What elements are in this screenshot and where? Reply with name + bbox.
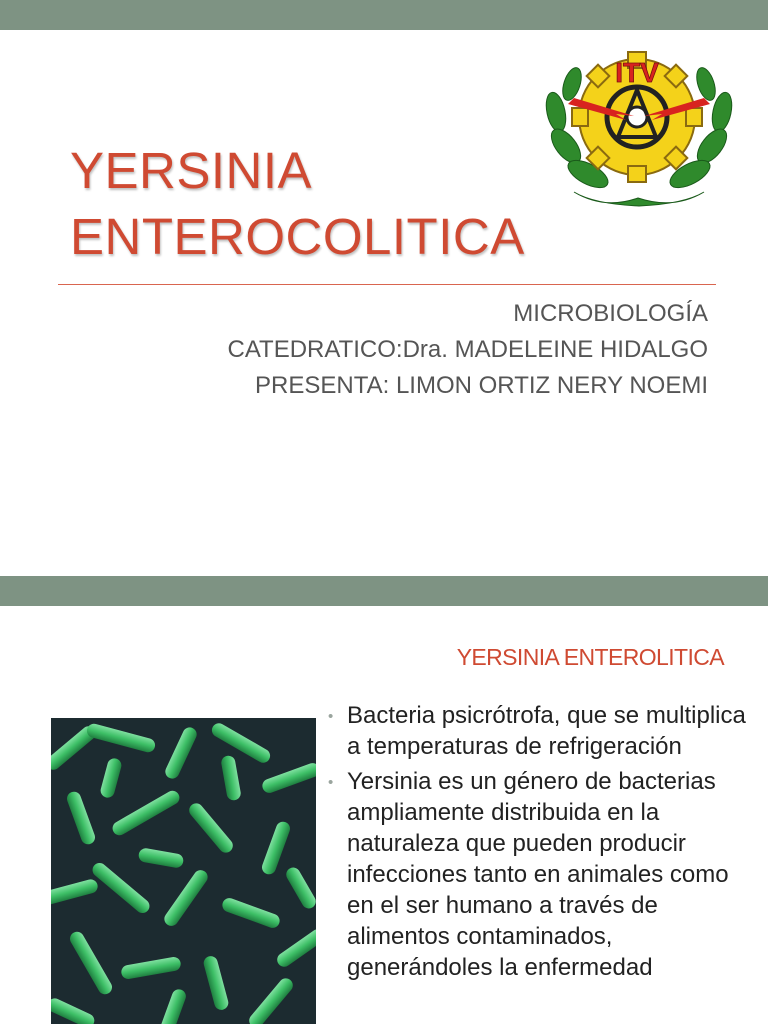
title-slide <box>0 30 768 576</box>
bullet-item: • Yersinia es un género de bacterias ampliamente distribuida en la naturaleza que pueden producir infecciones tanto en animales como en el ser humano a través de alimentos contaminados, generándoles la enfermedad <box>326 766 746 983</box>
title-divider <box>58 284 716 285</box>
bullet-item: • Bacteria psicrótrofa, que se multiplica a temperaturas de refrigeración <box>326 700 746 762</box>
subtitle-instructor: CATEDRATICO:Dra. MADELEINE HIDALGO <box>227 336 708 363</box>
content-slide-title: YERSINIA ENTEROLITICA <box>456 644 724 670</box>
subtitle-presenter: PRESENTA: LIMON ORTIZ NERY NOEMI <box>255 372 708 399</box>
slide-subtitle <box>227 296 708 404</box>
subtitle-course: MICROBIOLOGÍA <box>513 300 708 327</box>
slide-title <box>70 138 525 270</box>
itv-logo-icon <box>534 42 744 212</box>
logo-text: ITV <box>615 57 659 88</box>
slide-title-line-2: ENTEROCOLITICA <box>70 208 525 265</box>
bullet-list <box>326 700 746 987</box>
slide-title-line-1: YERSINIA <box>70 142 313 199</box>
bacteria-micrograph-icon <box>51 718 316 1024</box>
content-slide <box>0 606 768 1024</box>
